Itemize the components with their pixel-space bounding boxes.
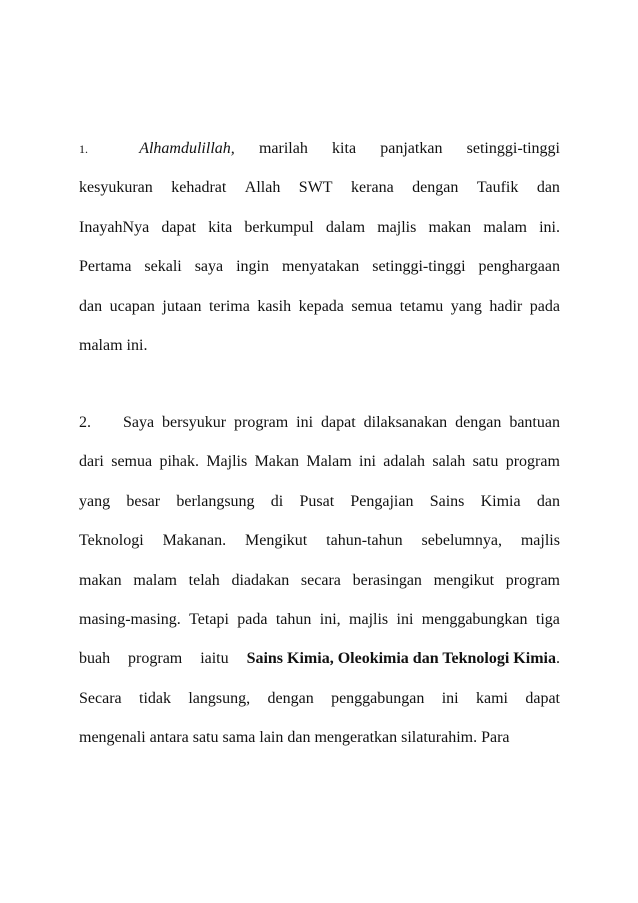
word: dan <box>536 179 560 196</box>
word: besar <box>126 493 161 510</box>
word: Kimia <box>480 493 521 510</box>
word: berasingan <box>352 572 422 589</box>
word: ini <box>296 414 314 431</box>
word: dengan <box>267 690 314 707</box>
word: kehadrat <box>171 179 227 196</box>
word: pada <box>237 611 268 628</box>
word: berlangsung <box>176 493 255 510</box>
word: adalah <box>383 453 425 470</box>
word: panjatkan <box>380 140 443 157</box>
word: SWT <box>298 179 333 196</box>
word: iaitu <box>200 650 229 667</box>
text-line <box>79 529 560 553</box>
word: Para <box>481 729 510 746</box>
word: bersyukur <box>162 414 227 431</box>
text-line <box>79 726 560 750</box>
paragraph-number: 1. <box>79 142 88 156</box>
word: dan <box>536 493 560 510</box>
word: mengeratkan <box>314 729 398 746</box>
word: bantuan <box>509 414 560 431</box>
word: jutaan <box>162 298 202 315</box>
word: tahun <box>275 611 312 628</box>
word: sekali <box>144 258 182 275</box>
text-line <box>79 255 560 279</box>
text-line <box>79 490 560 514</box>
word: Teknologi <box>79 532 144 549</box>
word: telah <box>188 572 220 589</box>
word: sebelumnya, <box>421 532 502 549</box>
text-line <box>79 176 560 200</box>
word: secara <box>300 572 341 589</box>
word: Sains <box>429 493 465 510</box>
word: diadakan <box>231 572 290 589</box>
text-line <box>79 295 560 319</box>
word: lain <box>259 729 284 746</box>
word: pihak. <box>159 453 199 470</box>
word: malam <box>79 337 123 354</box>
text-line <box>79 216 560 240</box>
word: dengan <box>455 414 502 431</box>
word: pada <box>529 298 560 315</box>
word: InayahNya <box>79 219 150 236</box>
word: ini <box>359 453 376 470</box>
word: satu <box>472 453 499 470</box>
word: Secara <box>79 690 122 707</box>
word: ingin <box>236 258 269 275</box>
text-line <box>79 569 560 593</box>
word: antara <box>149 729 189 746</box>
text-line <box>79 334 560 358</box>
word: dari <box>79 453 104 470</box>
word: Majlis <box>206 453 248 470</box>
word: ini. <box>126 337 148 354</box>
word: malam <box>133 572 177 589</box>
word: Sains Kimia, Oleokimia dan Teknologi Kimia <box>246 650 556 667</box>
word: Mengikut <box>245 532 308 549</box>
word: satu <box>192 729 219 746</box>
word: kasih <box>257 298 292 315</box>
word: malam <box>483 219 527 236</box>
paragraph-number: 2. <box>79 414 91 431</box>
word: tahun-tahun <box>326 532 403 549</box>
word: ini <box>396 611 414 628</box>
word: masing-masing. <box>79 611 181 628</box>
word: marilah <box>258 140 308 157</box>
word: program <box>234 414 289 431</box>
word: yang <box>450 298 482 315</box>
word: Makanan. <box>162 532 227 549</box>
word: kerana <box>351 179 394 196</box>
word: silaturahim. <box>401 729 478 746</box>
word: dilaksanakan <box>363 414 448 431</box>
word: saya <box>194 258 224 275</box>
word: Taufik <box>476 179 519 196</box>
word: berkumpul <box>244 219 314 236</box>
word: ini <box>441 690 459 707</box>
text-line <box>79 450 560 474</box>
word: langsung, <box>188 690 251 707</box>
bold-phrase-group <box>247 647 560 671</box>
word: Malam <box>306 453 352 470</box>
word: menggabungkan <box>421 611 528 628</box>
word: dengan <box>412 179 459 196</box>
word: Allah <box>244 179 281 196</box>
word: setinggi-tinggi <box>466 140 560 157</box>
word: buah <box>79 650 111 667</box>
word: tiga <box>535 611 560 628</box>
text-line <box>79 608 560 632</box>
word: program <box>505 572 560 589</box>
word: mengikut <box>433 572 495 589</box>
word: dapat <box>321 414 356 431</box>
word: tidak <box>139 690 171 707</box>
word: kepada <box>298 298 344 315</box>
word: kita <box>208 219 233 236</box>
word: Makan <box>254 453 299 470</box>
word: ucapan <box>109 298 155 315</box>
word: majlis <box>377 219 417 236</box>
word: . <box>555 650 560 667</box>
word: Pengajian <box>350 493 414 510</box>
word: Saya <box>122 414 155 431</box>
word: ini. <box>539 219 560 236</box>
word: Tetapi <box>189 611 229 628</box>
word: makan <box>428 219 472 236</box>
word: kesyukuran <box>79 179 153 196</box>
word: dan <box>287 729 311 746</box>
text-line <box>79 687 560 711</box>
word: penggabungan <box>331 690 425 707</box>
word: majlis <box>349 611 389 628</box>
word: Pertama <box>79 258 132 275</box>
word: setinggi-tinggi <box>372 258 466 275</box>
word: menyatakan <box>281 258 360 275</box>
word: penghargaan <box>478 258 560 275</box>
word: semua <box>351 298 393 315</box>
text-line <box>79 411 560 435</box>
word: kita <box>332 140 357 157</box>
word: kami <box>475 690 508 707</box>
word: hadir <box>489 298 523 315</box>
word: ini, <box>319 611 341 628</box>
word: mengenali <box>79 729 146 746</box>
word: makan <box>79 572 122 589</box>
text-line <box>79 647 560 671</box>
word: sama <box>222 729 256 746</box>
word: Pusat <box>299 493 335 510</box>
word: salah <box>432 453 466 470</box>
word: program <box>505 453 560 470</box>
text-line <box>79 137 560 161</box>
word: yang <box>79 493 111 510</box>
word: tetamu <box>399 298 444 315</box>
word: di <box>270 493 284 510</box>
word: dalam <box>325 219 366 236</box>
word: Alhamdulillah, <box>139 140 235 157</box>
word: program <box>128 650 183 667</box>
word: dapat <box>525 690 560 707</box>
word: dan <box>79 298 103 315</box>
word: terima <box>208 298 250 315</box>
word: dapat <box>161 219 197 236</box>
word: majlis <box>520 532 560 549</box>
word: semua <box>111 453 153 470</box>
